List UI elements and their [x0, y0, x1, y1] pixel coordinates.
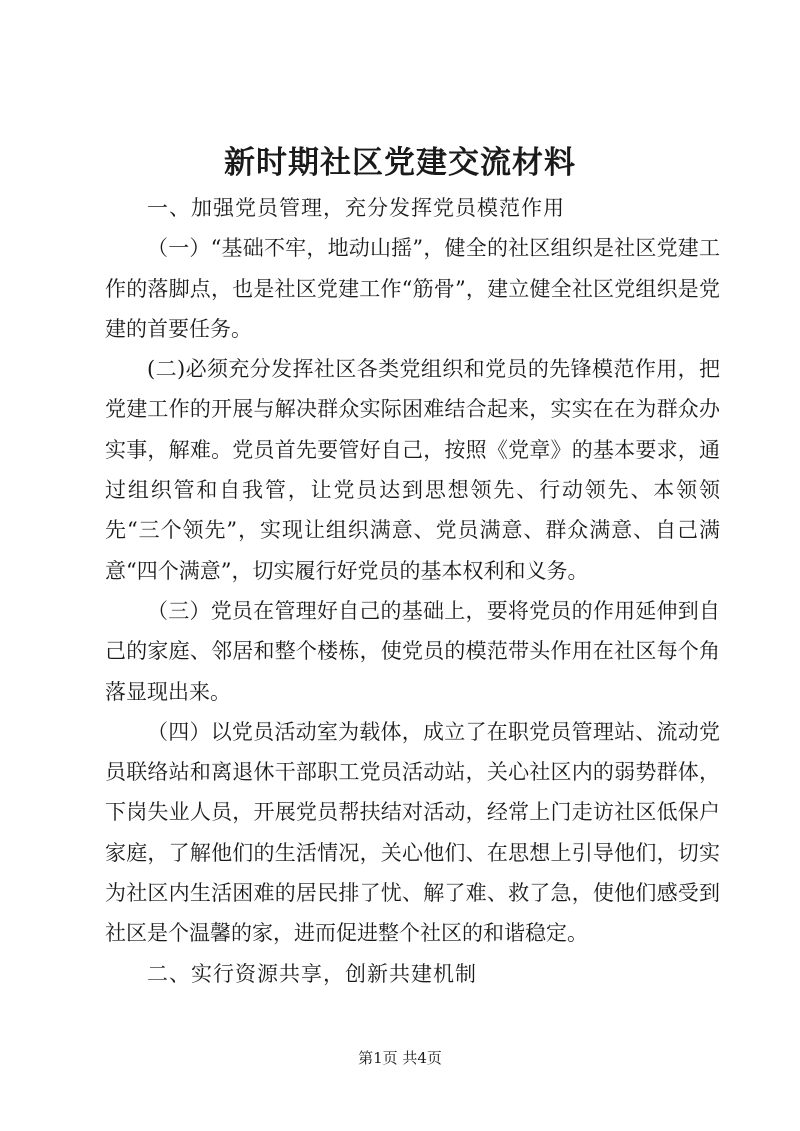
paragraph-3: （三）党员在管理好自己的基础上，要将党员的作用延伸到自己的家庭、邻居和整个楼栋，使党员的模范带头作用在社区每个角落显现出来。	[105, 598, 720, 704]
document-body	[105, 188, 720, 994]
section-heading-2: 二、实行资源共享，创新共建机制	[147, 961, 477, 986]
paragraph-4: （四）以党员活动室为载体，成立了在职党员管理站、流动党员联络站和离退休干部职工党员活动站，关心社区内的弱势群体，下岗失业人员，开展党员帮扶结对活动，经常上门走访社区低保户家庭，了解他们的生活情况，关心他们、在思想上引导他们，切实为社区内生活困难的居民排了忧、解了难、救了急，使他们感受到社区是个温馨的家，进而促进整个社区的和谐稳定。	[105, 719, 720, 946]
page-number-footer: 第1页 共4页	[358, 1049, 442, 1067]
document-title: 新时期社区党建交流材料	[224, 145, 576, 181]
section-heading-1: 一、加强党员管理，充分发挥党员模范作用	[147, 196, 565, 220]
paragraph-2: (二)必须充分发挥社区各类党组织和党员的先锋模范作用，把党建工作的开展与解决群众实际困难结合起来，实实在在为群众办实事，解难。党员首先要管好自己，按照《党章》的基本要求，通过组织管和自我管，让党员达到思想领先、行动领先、本领领先“三个领先”，实现让组织满意、党员满意、群众满意、自己满意“四个满意”，切实履行好党员的基本权利和义务。	[105, 357, 720, 583]
paragraph-1: （一）“基础不牢，地动山摇”，健全的社区组织是社区党建工作的落脚点，也是社区党建工作“筋骨”，建立健全社区党组织是党建的首要任务。	[105, 236, 720, 341]
